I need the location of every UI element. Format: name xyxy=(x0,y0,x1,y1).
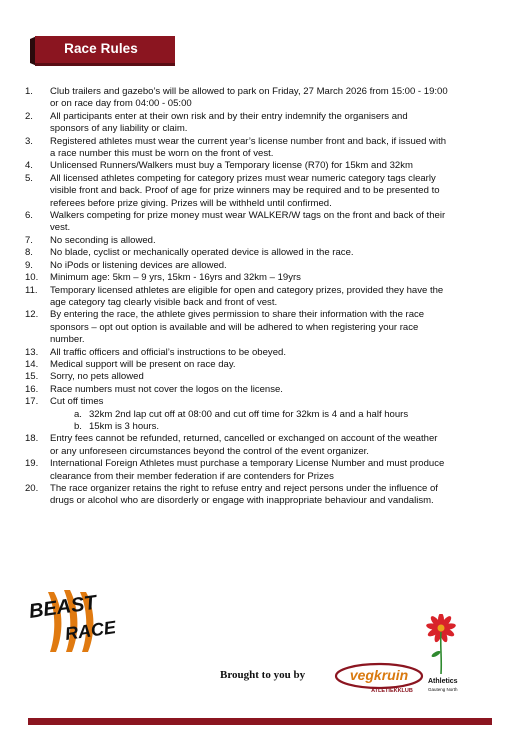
rule-number: 5. xyxy=(25,172,33,184)
rule-text-line: By entering the race, the athlete gives permission to share their information with the race xyxy=(50,309,425,321)
page-title: Race Rules xyxy=(64,41,138,56)
flower-leaf xyxy=(431,650,442,658)
rule-text-line: Sorry, no pets allowed xyxy=(50,371,144,383)
rule-item xyxy=(25,285,493,310)
rule-text-line: Temporary licensed athletes are eligible for open and category prizes, provided they have the xyxy=(50,284,444,296)
rule-item xyxy=(25,235,493,247)
rule-text-line: referees before prize giving. Prizes will be withheld until confirmed. xyxy=(50,197,332,209)
rule-text-line: Walkers competing for prize money must wear WALKER/W tags on the front and back of their xyxy=(50,210,446,222)
beast-logo-line1: BEAST xyxy=(27,591,98,623)
brought-to-you-by-text: Brought to you by xyxy=(220,669,306,681)
rule-number: 8. xyxy=(25,247,33,259)
rule-text-line: or on race day from 04:00 - 05:00 xyxy=(50,98,192,110)
sponsor-name: vegkruin xyxy=(349,667,409,683)
rule-item xyxy=(25,396,493,433)
rule-number: 20. xyxy=(25,483,39,494)
rule-item xyxy=(25,173,493,210)
sub-rule-item xyxy=(74,421,493,433)
rule-number: 16. xyxy=(25,383,39,395)
rule-text-line: Registered athletes must wear the current year’s license number front and back, if issued with xyxy=(50,135,447,147)
rule-item xyxy=(25,136,493,161)
rule-number: 18. xyxy=(25,433,39,445)
rule-item xyxy=(25,260,493,272)
rule-text-line: All licensed athletes competing for category prizes must wear numeric category tags clearly xyxy=(50,172,436,184)
rule-item xyxy=(25,309,493,346)
rule-item xyxy=(25,347,493,359)
rule-number: 17. xyxy=(25,396,39,408)
athletics-gauteng-north-logo xyxy=(428,678,458,694)
race-rules-list xyxy=(25,86,493,508)
rule-number: 3. xyxy=(25,135,33,147)
rule-number: 15. xyxy=(25,371,39,383)
vegkruin-sponsor-logo xyxy=(334,661,424,695)
rule-text-line: Cut off times xyxy=(50,396,104,408)
rule-text-line: No blade, cyclist or mechanically operated device is allowed in the race. xyxy=(50,247,354,259)
rule-item xyxy=(25,160,493,172)
sub-rule-letter: b. xyxy=(74,420,82,432)
rule-number: 12. xyxy=(25,309,39,321)
rule-text-line: Minimum age: 5km – 9 yrs, 15km - 16yrs and 32km – 19yrs xyxy=(50,272,301,284)
rule-item xyxy=(25,359,493,371)
rule-item xyxy=(25,111,493,136)
sub-rule-letter: a. xyxy=(74,408,82,420)
rule-text-line: No iPods or listening devices are allowed. xyxy=(50,259,227,271)
rule-item xyxy=(25,384,493,396)
rule-number: 14. xyxy=(25,358,39,370)
rule-item xyxy=(25,371,493,383)
athletics-flower-icon xyxy=(426,614,456,674)
rule-number: 19. xyxy=(25,458,39,470)
beast-logo-line2: RACE xyxy=(63,617,118,644)
footer-bar xyxy=(28,716,492,726)
rule-number: 7. xyxy=(25,234,33,246)
rule-text-line: number. xyxy=(50,334,85,346)
sponsor-sub: ATLETIEKKLUB xyxy=(371,688,413,694)
flower-center xyxy=(438,625,445,632)
rule-text-line: a race number this must be worn on the front of vest. xyxy=(50,148,274,160)
rule-text-line: sponsors – opt out option is available and will be adhered to when registering your race xyxy=(50,321,419,333)
rule-item xyxy=(25,272,493,284)
sub-rule-item xyxy=(74,409,493,421)
rule-text-line: Unlicensed Runners/Walkers must buy a Temporary license (R70) for 15km and 32km xyxy=(50,160,413,172)
rule-number: 1. xyxy=(25,86,33,97)
rule-text-line: visible front and back. Proof of age for prize winners may be required and to be presented to xyxy=(50,185,440,197)
rule-text-line: vest. xyxy=(50,222,71,234)
footer-bar-fill xyxy=(28,718,492,725)
rule-text-line: Club trailers and gazebo’s will be allowed to park on Friday, 27 March 2026 from 15:00 - 19:00 xyxy=(50,86,448,97)
rule-number: 4. xyxy=(25,160,33,172)
beast-race-logo xyxy=(26,588,132,654)
rule-item xyxy=(25,458,493,483)
rule-text-line: sponsors of any liability or claim. xyxy=(50,123,188,135)
rule-text-line: Race numbers must not cover the logos on the license. xyxy=(50,383,283,395)
athletics-logo-sub: Gauteng North xyxy=(428,687,458,692)
rule-text-line: The race organizer retains the right to refuse entry and reject persons under the influence of xyxy=(50,483,438,494)
rule-number: 10. xyxy=(25,272,39,284)
rule-text-line: or any unforeseen circumstances beyond the control of the event organizer. xyxy=(50,445,369,457)
rule-text-line: Entry fees cannot be refunded, returned, cancelled or exchanged on account of the weather xyxy=(50,433,438,445)
rule-text-line: Medical support will be present on race day. xyxy=(50,358,236,370)
rule-text-line: All participants enter at their own risk and by their entry indemnify the organisers and xyxy=(50,110,408,122)
rule-number: 13. xyxy=(25,346,39,358)
athletics-logo-name: Athletics xyxy=(428,678,458,685)
rule-text-line: All traffic officers and official’s instructions to be obeyed. xyxy=(50,346,286,358)
rule-item xyxy=(25,86,493,111)
rule-number: 9. xyxy=(25,259,33,271)
rule-item xyxy=(25,247,493,259)
rule-text-line: drugs or alcohol who are disorderly or engage with inappropriate behaviour and vandalism. xyxy=(50,495,434,507)
rule-number: 2. xyxy=(25,110,33,122)
sub-rule-text: 32km 2nd lap cut off at 08:00 and cut off time for 32km is 4 and a half hours xyxy=(89,408,409,420)
rule-item xyxy=(25,483,493,508)
flower-stem xyxy=(441,632,442,674)
rule-item xyxy=(25,210,493,235)
rule-text-line: No seconding is allowed. xyxy=(50,234,156,246)
rule-item xyxy=(25,433,493,458)
rule-number: 6. xyxy=(25,210,33,222)
rule-number: 11. xyxy=(25,284,38,296)
cut-off-times-sublist xyxy=(50,409,493,434)
rule-text-line: International Foreign Athletes must purchase a temporary License Number and must produce xyxy=(50,458,445,470)
rule-text-line: age category tag clearly visible back and front of vest. xyxy=(50,296,278,308)
sub-rule-text: 15km is 3 hours. xyxy=(89,420,160,432)
rule-text-line: clearance from their member federation if are contenders for Prizes xyxy=(50,470,334,482)
banner-shadow xyxy=(35,63,175,66)
